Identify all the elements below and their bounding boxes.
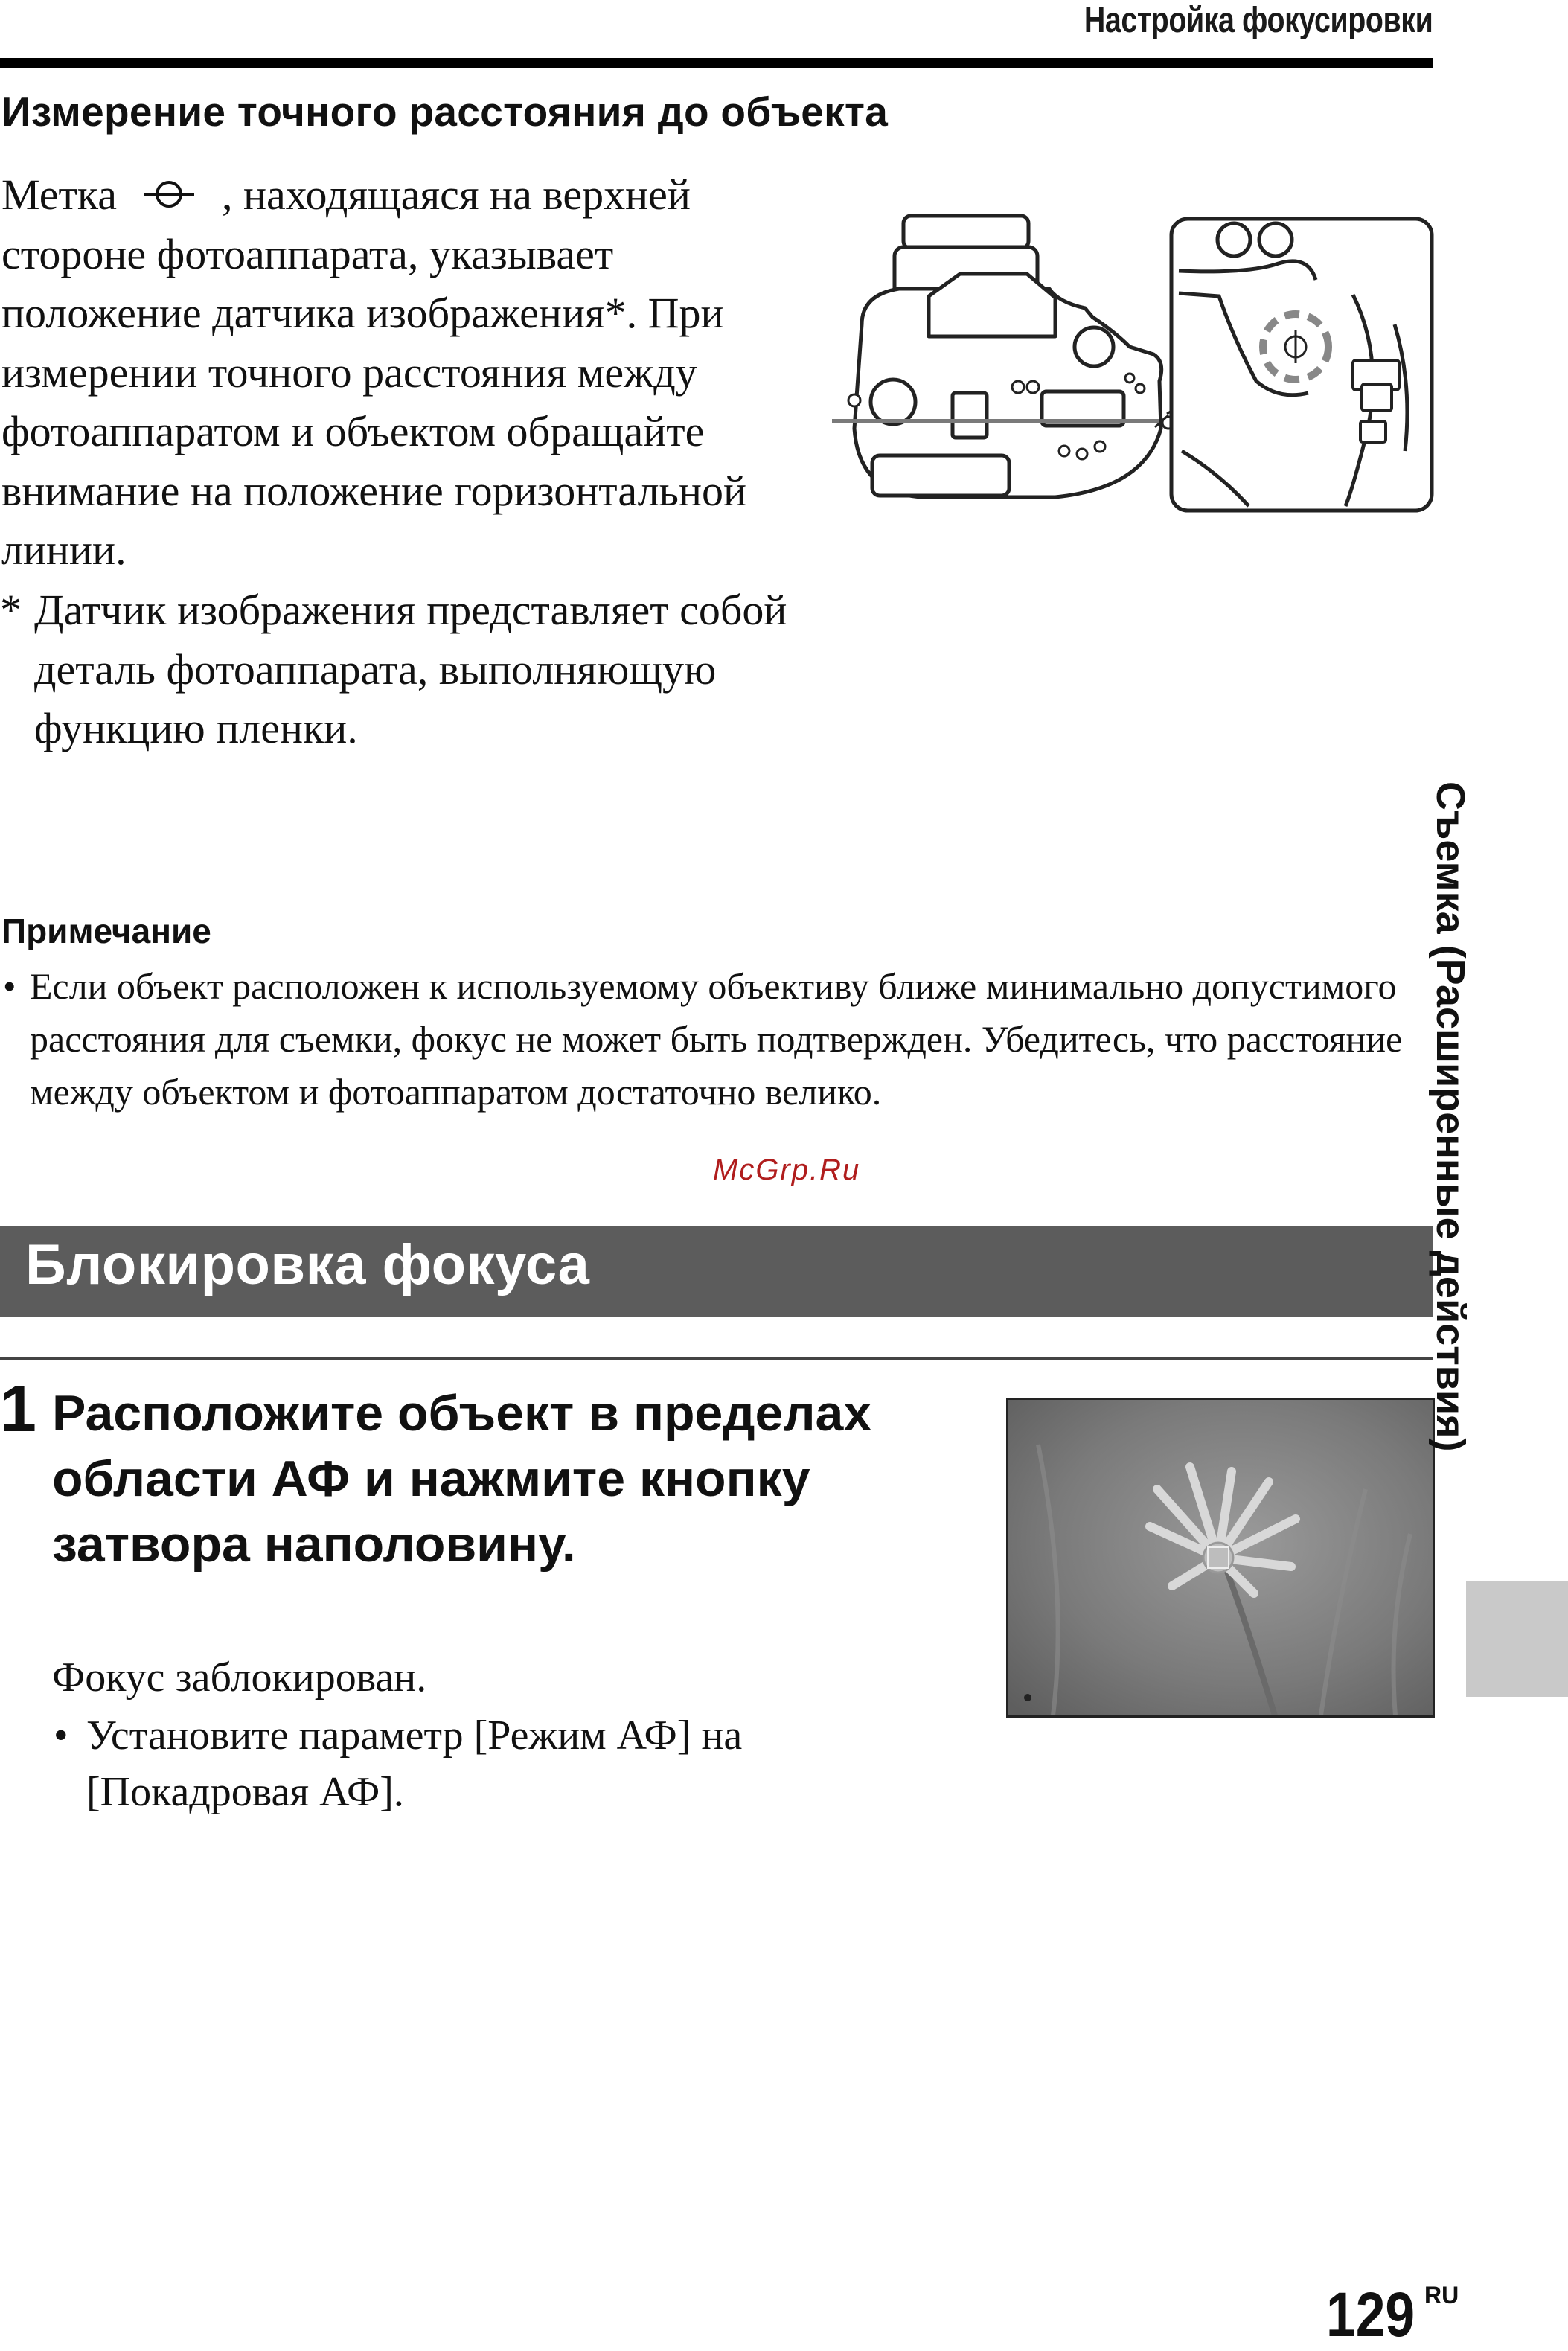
footnote-text: Датчик изображения представляет собой деталь фотоаппарата, выполняющую функцию пленки.: [34, 586, 787, 752]
page-language-suffix: RU: [1424, 2282, 1459, 2309]
step-divider: [0, 1357, 1433, 1360]
step-tip: [54, 1707, 872, 1815]
chapter-tab: [1466, 1581, 1568, 1697]
mark-label: Метка: [1, 170, 117, 219]
measure-paragraph: [1, 165, 805, 580]
step-title: Расположите объект в пределах области АФ и нажмите кнопку затвора наполовину.: [52, 1385, 872, 1573]
footnote-mark: *: [0, 586, 22, 634]
running-header: Настройка фокусировки: [1084, 1, 1433, 40]
note-bullet: •: [3, 965, 16, 1007]
flower-photo: [1006, 1398, 1435, 1718]
section-banner: [0, 1226, 1433, 1317]
step-number: 1: [0, 1372, 36, 1445]
section-heading-measure: Измерение точного расстояния до объекта: [1, 89, 889, 135]
watermark: McGrp.Ru: [713, 1154, 861, 1186]
step-result: Фокус заблокирован.: [52, 1654, 427, 1701]
measure-text: , находящаяся на верхней стороне фотоаппарата, указывает положение датчика изображения*. При измерении точного расстояния между фотоаппаратом и объектом обращайте внимание на положение горизонтальной линии.: [1, 170, 747, 574]
tip-bullet: •: [54, 1712, 68, 1759]
camera-top-illustration: [832, 205, 1436, 516]
section-title-focus-lock: Блокировка фокуса: [25, 1233, 590, 1296]
note-item: [3, 960, 1432, 1113]
image-sensor-mark-icon: [127, 175, 211, 214]
side-chapter-text: Съемка (Расширенные действия): [1428, 781, 1473, 1452]
note-text: Если объект расположен к используемому объективу ближе минимально допустимого расстояния для съемки, фокус не может быть подтвержден. Убедитесь, что расстояние между объектом и фотоаппаратом достаточно велико.: [30, 965, 1403, 1113]
footnote: [0, 580, 804, 752]
tip-text: Установите параметр [Режим АФ] на [Покадровая АФ].: [86, 1712, 743, 1815]
header-rule: [0, 58, 1433, 68]
page-number: 129: [1326, 2280, 1415, 2350]
note-title: Примечание: [1, 912, 211, 950]
